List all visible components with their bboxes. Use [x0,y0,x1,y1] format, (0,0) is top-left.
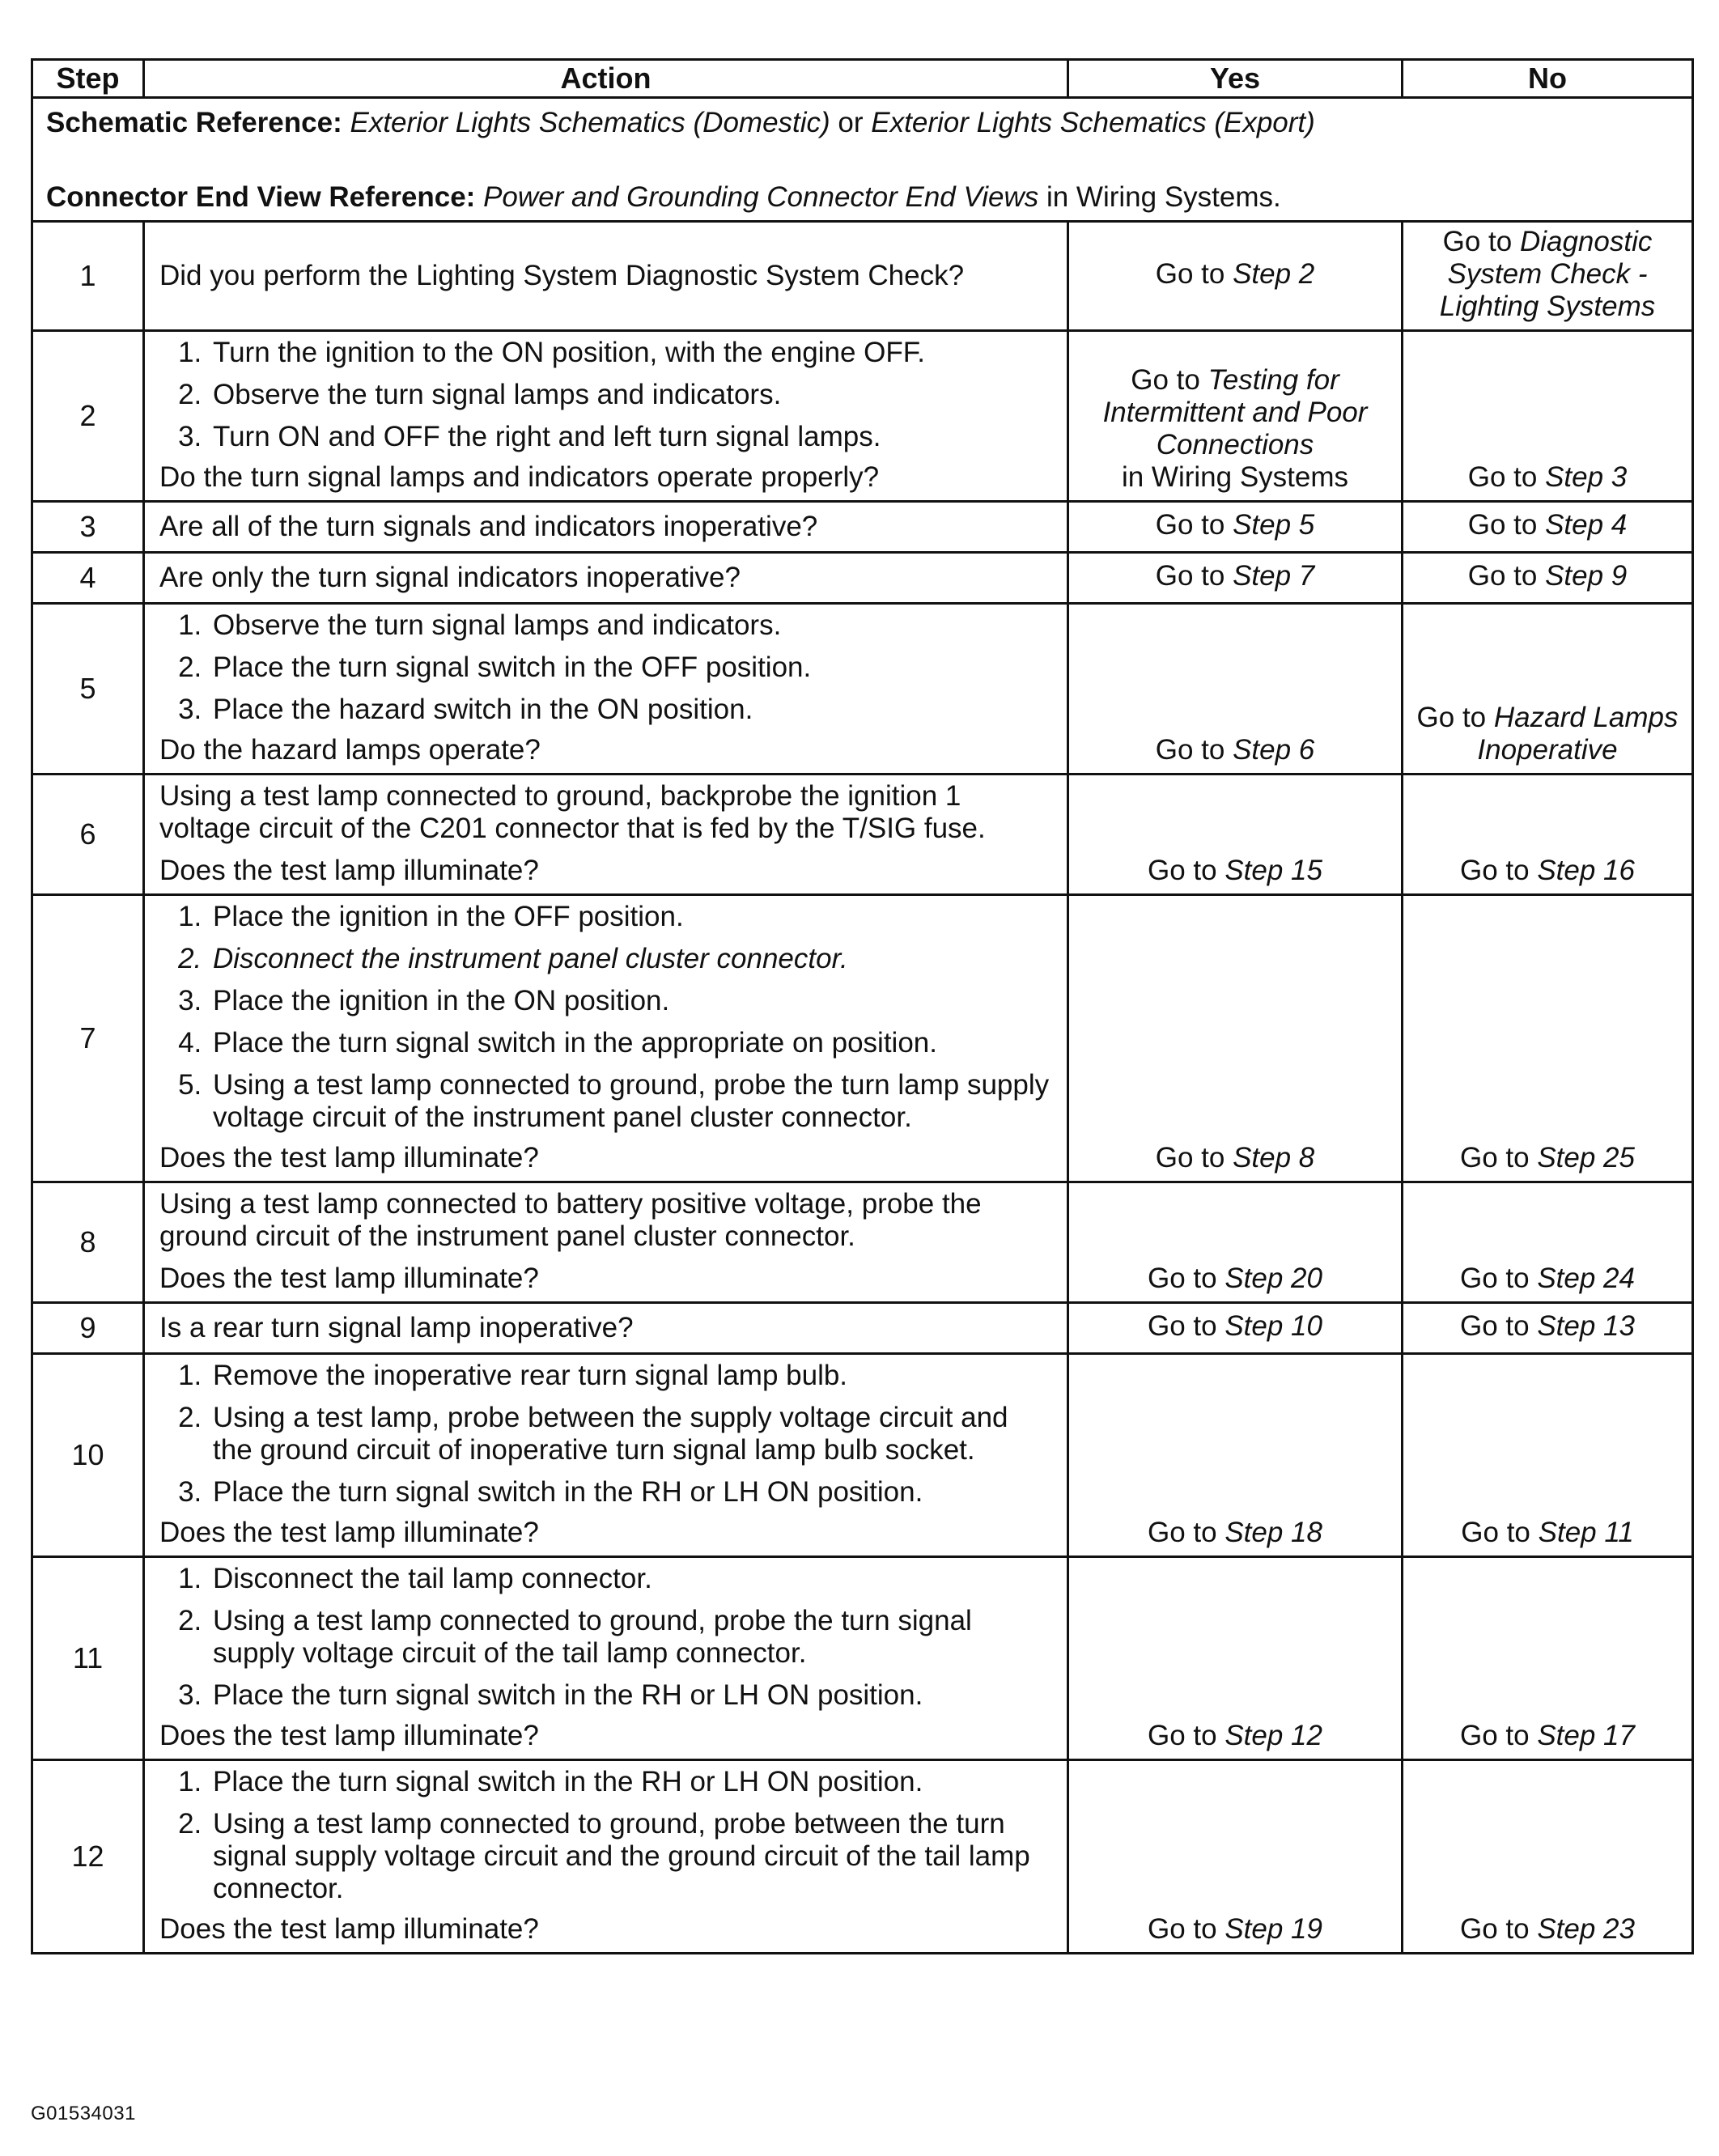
substep-item: 2. Observe the turn signal lamps and indicators. [210,379,1054,411]
no-link[interactable]: Step 13 [1537,1310,1635,1342]
no-cell [1403,1557,1693,1760]
action-cell [144,604,1068,775]
substep-item: 1. Observe the turn signal lamps and indicators. [210,609,1054,642]
go-to-label: Go to [1416,702,1494,733]
no-link[interactable]: Step 23 [1537,1913,1635,1945]
no-cell [1403,1303,1693,1354]
go-to-label: Go to [1148,1517,1225,1548]
yes-link[interactable]: Step 2 [1233,258,1315,290]
header-yes: Yes [1068,60,1403,98]
action-question: Does the test lamp illuminate? [159,1263,539,1294]
substep-item: 2. Using a test lamp connected to ground, probe between the turn signal supply voltage circuit and the ground circuit of the tail lamp connector. [210,1808,1054,1905]
yes-cell [1068,1303,1403,1354]
no-cell [1403,553,1693,604]
diagnostic-document [31,58,1691,1954]
no-link[interactable]: Step 11 [1538,1517,1634,1548]
go-to-label: Go to [1148,855,1225,886]
action-question: Is a rear turn signal lamp inoperative? [159,1312,634,1343]
no-cell [1403,775,1693,895]
schematic-or: or [830,107,872,138]
yes-link[interactable]: Step 15 [1225,855,1322,886]
action-question: Does the test lamp illuminate? [159,1517,539,1548]
reference-cell [32,98,1693,222]
schematic-reference-label: Schematic Reference: [46,107,342,138]
figure-id: G01534031 [31,2103,136,2124]
yes-cell [1068,331,1403,502]
substep-item: 3. Turn ON and OFF the right and left turn signal lamps. [210,421,1054,453]
go-to-label: Go to [1467,560,1546,592]
go-to-label: Go to [1460,855,1538,886]
no-cell [1403,1182,1693,1303]
substep-item: 5. Using a test lamp connected to ground, probe the turn lamp supply voltage circuit of the instrument panel cluster connector. [210,1069,1054,1134]
substep-item: 2. Place the turn signal switch in the OFF position. [210,651,1054,684]
yes-cell [1068,775,1403,895]
no-link[interactable]: Step 24 [1537,1263,1635,1294]
connector-end-view-link[interactable]: Power and Grounding Connector End Views [483,181,1039,213]
action-cell [144,553,1068,604]
go-to-label: Go to [1460,1720,1538,1751]
yes-link[interactable]: Step 20 [1225,1263,1322,1294]
go-to-label: Go to [1155,509,1233,541]
go-to-label: Go to [1148,1310,1225,1342]
no-cell [1403,222,1693,331]
action-paragraph: Using a test lamp connected to battery positive voltage, probe the ground circuit of the instrument panel cluster connector. [159,1188,982,1252]
yes-link[interactable]: Step 8 [1233,1142,1315,1173]
go-to-label: Go to [1155,258,1233,290]
table-row [32,502,1693,553]
no-cell [1403,1760,1693,1954]
no-cell [1403,502,1693,553]
substep-item: 3. Place the ignition in the ON position. [210,985,1054,1017]
no-cell [1403,1354,1693,1557]
table-row [32,1557,1693,1760]
action-cell [144,331,1068,502]
yes-cell [1068,502,1403,553]
action-cell [144,895,1068,1182]
substep-item: 2. Disconnect the instrument panel cluster connector. [210,943,1054,975]
no-link[interactable]: Hazard Lamps Inoperative [1477,702,1679,766]
substep-list [159,609,1054,726]
substep-item: 3. Place the turn signal switch in the RH or LH ON position. [210,1679,1054,1712]
step-number: 6 [32,775,144,895]
go-to-label: Go to [1148,1263,1225,1294]
go-to-label: Go to [1460,1263,1538,1294]
table-row [32,604,1693,775]
substep-item: 1. Remove the inoperative rear turn signal lamp bulb. [210,1360,1054,1392]
step-number: 12 [32,1760,144,1954]
table-row [32,553,1693,604]
go-to-label: Go to [1155,560,1233,592]
yes-link[interactable]: Step 12 [1225,1720,1322,1751]
schematic-link-export[interactable]: Exterior Lights Schematics (Export) [871,107,1315,138]
yes-cell [1068,553,1403,604]
substep-item: 3. Place the hazard switch in the ON position. [210,694,1054,726]
no-link[interactable]: Diagnostic System Check - Lighting Systems [1439,226,1656,322]
action-cell [144,1557,1068,1760]
action-cell [144,1182,1068,1303]
no-cell [1403,331,1693,502]
substep-item: 4. Place the turn signal switch in the appropriate on position. [210,1027,1054,1059]
action-cell [144,775,1068,895]
no-link[interactable]: Step 16 [1537,855,1635,886]
action-question: Does the test lamp illuminate? [159,1142,539,1173]
substep-item: 3. Place the turn signal switch in the RH or LH ON position. [210,1476,1054,1509]
yes-cell [1068,895,1403,1182]
action-question: Does the test lamp illuminate? [159,855,539,886]
substep-list [159,1766,1054,1905]
step-number: 10 [32,1354,144,1557]
action-question: Are all of the turn signals and indicators inoperative? [159,511,818,542]
action-question: Does the test lamp illuminate? [159,1720,539,1751]
go-to-label: Go to [1460,1913,1538,1945]
no-link[interactable]: Step 25 [1537,1142,1635,1173]
no-cell [1403,895,1693,1182]
no-link[interactable]: Step 17 [1537,1720,1635,1751]
yes-cell [1068,1182,1403,1303]
table-row [32,331,1693,502]
no-link[interactable]: Step 3 [1545,461,1628,493]
go-to-label: Go to [1467,509,1546,541]
substep-item: 1. Disconnect the tail lamp connector. [210,1563,1054,1595]
action-cell [144,1303,1068,1354]
step-number: 3 [32,502,144,553]
action-cell [144,1354,1068,1557]
go-to-label: Go to [1155,1142,1233,1173]
step-number: 2 [32,331,144,502]
go-to-label: Go to [1155,734,1233,766]
yes-cell [1068,604,1403,775]
yes-cell [1068,1760,1403,1954]
go-to-label: Go to [1148,1913,1225,1945]
substep-item: 1. Turn the ignition to the ON position, with the engine OFF. [210,337,1054,369]
substep-list [159,901,1054,1134]
yes-link[interactable]: Step 6 [1233,734,1315,766]
yes-tail: in Wiring Systems [1121,461,1349,493]
go-to-label: Go to [1148,1720,1225,1751]
action-question: Do the turn signal lamps and indicators operate properly? [159,461,880,493]
step-number: 11 [32,1557,144,1760]
go-to-label: Go to [1467,461,1546,493]
header-no: No [1403,60,1693,98]
yes-cell [1068,1557,1403,1760]
table-row [32,775,1693,895]
no-link[interactable]: Step 4 [1545,509,1628,541]
table-row [32,1760,1693,1954]
schematic-reference [46,107,1679,139]
connector-reference [46,181,1679,214]
substep-list [159,337,1054,453]
step-number: 8 [32,1182,144,1303]
step-number: 7 [32,895,144,1182]
no-link[interactable]: Step 9 [1545,560,1628,592]
go-to-label: Go to [1460,1142,1538,1173]
yes-link[interactable]: Testing for Intermittent and Poor Connections [1102,364,1368,460]
yes-cell [1068,1354,1403,1557]
table-row [32,222,1693,331]
yes-link[interactable]: Step 10 [1225,1310,1322,1342]
substep-item: 2. Using a test lamp connected to ground, probe the turn signal supply voltage circuit of the tail lamp connector. [210,1605,1054,1670]
yes-link[interactable]: Step 5 [1233,509,1315,541]
diagnostic-table [31,58,1694,1954]
connector-reference-label: Connector End View Reference: [46,181,476,213]
action-cell [144,1760,1068,1954]
substep-item: 1. Place the turn signal switch in the RH or LH ON position. [210,1766,1054,1798]
yes-link[interactable]: Step 18 [1225,1517,1322,1548]
table-row [32,895,1693,1182]
go-to-label: Go to [1460,1310,1538,1342]
action-question: Did you perform the Lighting System Diagnostic System Check? [159,260,965,291]
action-question: Are only the turn signal indicators inoperative? [159,562,741,593]
substep-list [159,1360,1054,1509]
action-cell [144,222,1068,331]
reference-row [32,98,1693,222]
table-row [32,1303,1693,1354]
header-action: Action [144,60,1068,98]
no-cell [1403,604,1693,775]
action-question: Do the hazard lamps operate? [159,734,541,766]
go-to-label: Go to [1131,364,1208,396]
yes-cell [1068,222,1403,331]
table-row [32,1182,1693,1303]
substep-item: 2. Using a test lamp, probe between the supply voltage circuit and the ground circuit of inoperative turn signal lamp bulb socket. [210,1402,1054,1466]
action-cell [144,502,1068,553]
yes-link[interactable]: Step 7 [1233,560,1315,592]
go-to-label: Go to [1442,226,1520,257]
step-number: 1 [32,222,144,331]
substep-list [159,1563,1054,1712]
action-question: Does the test lamp illuminate? [159,1913,539,1945]
header-step: Step [32,60,144,98]
step-number: 5 [32,604,144,775]
header-row [32,60,1693,98]
connector-reference-tail: in Wiring Systems. [1038,181,1281,213]
schematic-link-domestic[interactable]: Exterior Lights Schematics (Domestic) [350,107,830,138]
table-row [32,1354,1693,1557]
substep-item: 1. Place the ignition in the OFF position. [210,901,1054,933]
step-number: 9 [32,1303,144,1354]
step-number: 4 [32,553,144,604]
action-paragraph: Using a test lamp connected to ground, backprobe the ignition 1 voltage circuit of the C201 connector that is fed by the T/SIG fuse. [159,780,986,844]
yes-link[interactable]: Step 19 [1225,1913,1322,1945]
go-to-label: Go to [1461,1517,1539,1548]
